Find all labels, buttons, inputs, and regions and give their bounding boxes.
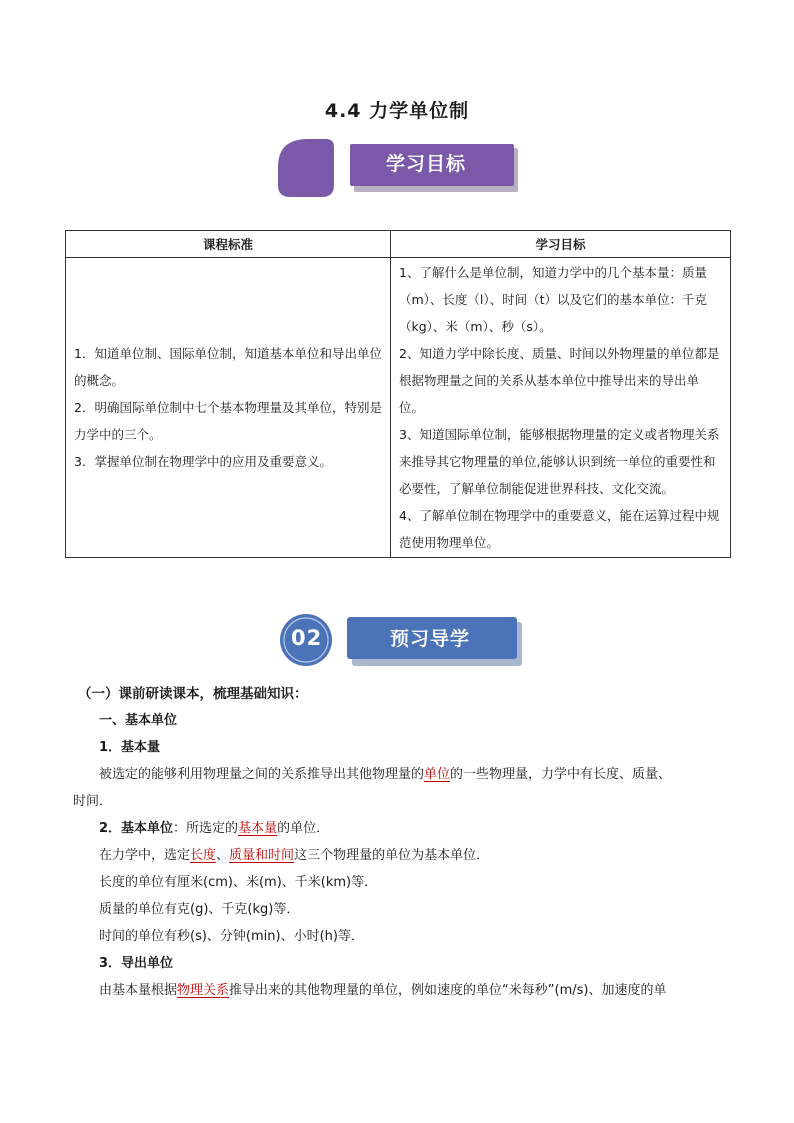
- text-span: ：所选定的: [173, 821, 239, 836]
- curriculum-standard-cell: [66, 258, 391, 558]
- header-learning-goals: 学习目标: [391, 231, 731, 258]
- preview-heading: （一）课前研读课本，梳理基础知识：: [78, 686, 308, 702]
- preview-badge: 02: [291, 626, 323, 650]
- goals-table: [65, 230, 731, 558]
- paragraph-line: [99, 977, 666, 1004]
- item-title: 2．基本单位: [99, 821, 174, 836]
- text-span: 这三个物理量的单位为基本单位．: [294, 848, 490, 863]
- page-title: 4.4 力学单位制: [324, 100, 470, 122]
- text-span: 被选定的能够利用物理量之间的关系推导出其他物理量的: [99, 767, 425, 782]
- answer-text: 长度: [190, 848, 217, 863]
- paragraph-line: [99, 761, 671, 788]
- text-span: 、: [216, 848, 230, 863]
- goal-item: 4、了解单位制在物理学中的重要意义，能在运算过程中规范使用物理单位。: [399, 508, 720, 550]
- standard-item: 1．知道单位制、国际单位制，知道基本单位和导出单位的概念。: [74, 346, 382, 388]
- text-span: 的单位．: [277, 821, 330, 836]
- text-span: 的一些物理量，力学中有长度、质量、: [450, 767, 672, 782]
- learning-goals-banner: [276, 137, 520, 199]
- standard-item: 3．掌握单位制在物理学中的应用及重要意义。: [74, 454, 332, 469]
- answer-text: 单位: [424, 767, 451, 782]
- item-title: 1．基本量: [99, 740, 161, 755]
- header-curriculum-standard: 课程标准: [66, 231, 391, 258]
- paragraph-line: [99, 842, 489, 869]
- table-header-row: [66, 231, 731, 258]
- paragraph-line: 时间的单位有秒(s)、分钟(min)、小时(h)等．: [99, 929, 364, 944]
- text-span: 在力学中，选定: [99, 848, 191, 863]
- preview-banner: [272, 612, 526, 670]
- goal-item: 1、了解什么是单位制，知道力学中的几个基本量：质量（m）、长度（l）、时间（t）以及它们的基本单位：千克（kg）、米（m）、秒（s）。: [399, 265, 708, 334]
- text-span: 由基本量根据: [99, 983, 178, 998]
- paragraph-line: 长度的单位有厘米(cm)、米(m)、千米(km)等．: [99, 875, 378, 890]
- learning-goals-label: 学习目标: [386, 153, 467, 175]
- paragraph-line: 时间．: [73, 794, 113, 809]
- item-title: 3．导出单位: [99, 956, 174, 971]
- goal-item: 2、知道力学中除长度、质量、时间以外物理量的单位都是根据物理量之间的关系从基本单位中推导出来的导出单位。: [399, 346, 720, 415]
- paragraph-line: 质量的单位有克(g)、千克(kg)等．: [99, 902, 300, 917]
- learning-goals-cell: [391, 258, 731, 558]
- answer-text: 物理关系: [177, 983, 230, 998]
- goal-item: 3、知道国际单位制，能够根据物理量的定义或者物理关系来推导其它物理量的单位,能够认识到统一单位的重要性和必要性，了解单位制能促进世界科技、文化交流。: [399, 427, 720, 496]
- paragraph-line: [99, 815, 329, 842]
- text-span: 推导出来的其他物理量的单位，例如速度的单位“米每秒”(m/s)、加速度的单: [229, 983, 667, 998]
- standard-item: 2．明确国际单位制中七个基本物理量及其单位，特别是力学中的三个。: [74, 400, 382, 442]
- table-row: [66, 258, 731, 558]
- preview-label: 预习导学: [390, 628, 471, 650]
- answer-text: 基本量: [238, 821, 278, 836]
- answer-text: 质量和时间: [229, 848, 295, 863]
- preview-body: [73, 707, 733, 1027]
- subsection-title: 一、基本单位: [99, 713, 178, 728]
